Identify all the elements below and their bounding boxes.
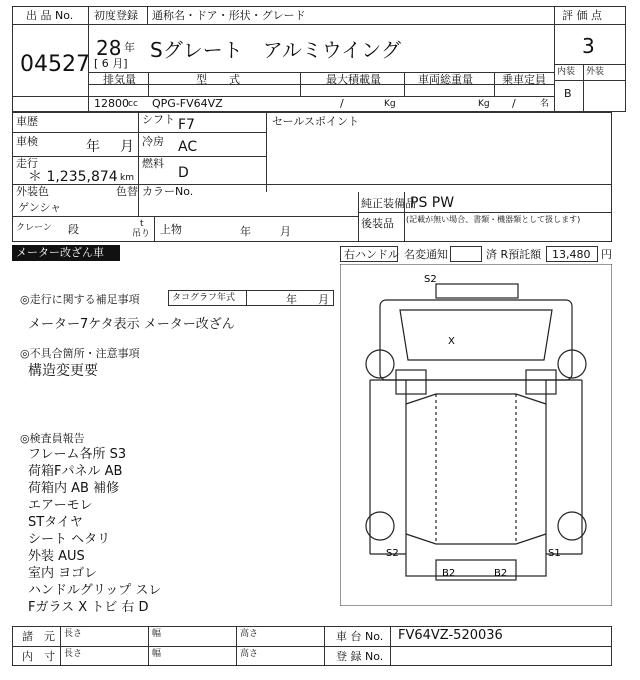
chassis-number: FV64VZ-520036	[398, 628, 503, 643]
sales-point-label: セールスポイント	[272, 115, 360, 128]
color-label: 外装色	[16, 185, 49, 198]
lot-label: 出 品 No.	[26, 9, 74, 22]
crane-steps: 段	[68, 223, 79, 236]
mark-front-s2: S2	[424, 274, 437, 285]
capacity-value: /	[512, 97, 516, 110]
interior-length-label: 長さ	[64, 649, 83, 659]
recycle-amount: 13,480	[552, 248, 591, 261]
displacement: 12800	[94, 97, 129, 110]
fuel-label: 燃料	[142, 157, 164, 170]
capacity-unit: 名	[540, 99, 550, 109]
history-label: 車歴	[16, 115, 38, 128]
equipment-value: PS PW	[410, 195, 455, 211]
dims-label: 諸 元	[22, 630, 55, 643]
inspector-line: フレーム各所 S3	[28, 447, 127, 462]
driving-notes-header: ◎走行に関する補足事項	[20, 293, 140, 306]
defects-note: 構造変更要	[28, 363, 98, 379]
color-code-label: カラーNo.	[142, 185, 194, 198]
inspector-line: エアーモレ	[28, 498, 93, 513]
mileage-label: 走行	[16, 157, 38, 170]
registration-label: 登 録 No.	[336, 650, 384, 663]
exterior-grade-label: 外装	[586, 67, 605, 77]
truck-diagram	[340, 264, 612, 606]
model-code: QPG-FV64VZ	[152, 97, 223, 110]
dims-width-label: 幅	[152, 629, 162, 639]
interior-dims-label: 内 寸	[22, 650, 55, 663]
interior-grade-label: 内装	[557, 67, 576, 77]
inspection-year: 年	[86, 139, 100, 155]
gross-weight-label: 車両総重量	[418, 73, 473, 86]
tachograph-month: 月	[318, 293, 329, 306]
model-name: Sグレート アルミウイング	[150, 38, 401, 62]
recycle-unit: 円	[601, 248, 612, 261]
inspector-line: ハンドルグリップ スレ	[28, 583, 162, 598]
upper-year: 年	[240, 225, 251, 238]
mark-windshield-x: X	[448, 336, 455, 347]
crane-tons: t	[140, 219, 144, 229]
chassis-label: 車 台 No.	[336, 630, 384, 643]
mileage: ＊ 1,235,874	[28, 169, 118, 185]
displacement-label: 排気量	[103, 73, 136, 86]
defects-header: ◎不具合箇所・注意事項	[20, 347, 140, 360]
reg-year-unit: 年	[124, 41, 135, 54]
ac-label: 冷房	[142, 135, 164, 148]
lot-number: 04527	[20, 52, 90, 77]
inspector-line: STタイヤ	[28, 515, 83, 530]
upper-month: 月	[280, 225, 291, 238]
interior-height-label: 高さ	[240, 649, 259, 659]
steering-side: 右ハンドル	[344, 248, 399, 261]
inspector-line: 荷箱内 AB 補修	[28, 481, 120, 496]
gross-weight-unit: Kg	[478, 99, 490, 109]
meter-tampered-banner: メーター改ざん車	[12, 245, 120, 261]
interior-width-label: 幅	[152, 649, 162, 659]
capacity-label: 乗車定員	[502, 73, 546, 86]
crane-suspend: 吊り	[132, 229, 151, 239]
grade-label: 評 価 点	[562, 9, 602, 22]
shift-label: シフト	[142, 113, 175, 126]
first-reg-label: 初度登録	[94, 9, 138, 22]
mark-rear-b2-right: B2	[494, 568, 508, 579]
diagram-frame	[340, 264, 612, 606]
max-load-unit: Kg	[384, 99, 396, 109]
mark-rear-left-s2: S2	[386, 548, 399, 559]
dims-height-label: 高さ	[240, 629, 259, 639]
tachograph-year: 年	[286, 293, 297, 306]
reg-year: 28	[96, 36, 122, 60]
mark-rear-right-s1: S1	[548, 548, 561, 559]
name-change-box	[450, 246, 482, 262]
driving-note: メーター7ケタ表示 メーター改ざん	[28, 317, 235, 332]
reg-month: [ 6 月]	[94, 57, 128, 70]
fuel-value: D	[178, 165, 189, 181]
mark-rear-b2-left: B2	[442, 568, 456, 579]
aftermarket-label: 後装品	[361, 217, 394, 230]
inspection-label: 車検	[16, 135, 38, 148]
dims-length-label: 長さ	[64, 629, 83, 639]
inspector-line: 荷箱Fパネル AB	[28, 464, 123, 479]
upper-label: 上物	[160, 223, 182, 236]
inspector-line: 室内 ヨゴレ	[28, 566, 98, 581]
inspector-line: シート ヘタリ	[28, 532, 111, 547]
max-load-label: 最大積載量	[326, 73, 381, 86]
color-value: ゲンシャ	[18, 201, 62, 214]
crane-label: クレーン	[16, 223, 52, 233]
max-load-value: /	[340, 97, 344, 110]
vehicle-name-label: 通称名・ドア・形状・グレード	[152, 9, 306, 22]
color-change-label: 色替	[116, 185, 138, 198]
inspector-line: Fガラス X トビ 右 D	[28, 600, 149, 615]
mileage-unit: km	[120, 173, 134, 183]
name-change-label: 名変通知	[404, 248, 448, 261]
inspector-header: ◎検査員報告	[20, 432, 85, 445]
recycle-label: 済 R預託額	[486, 248, 542, 261]
inspector-line: 外装 AUS	[28, 549, 85, 564]
interior-grade: B	[564, 87, 572, 100]
inspection-month: 月	[120, 139, 134, 155]
tachograph-label: タコグラフ年式	[172, 293, 236, 303]
displacement-unit: cc	[128, 99, 138, 109]
ac-value: AC	[178, 139, 198, 155]
shift-value: F7	[178, 117, 195, 133]
equip-label: 純正装備品	[361, 197, 416, 210]
overall-grade: 3	[582, 34, 595, 58]
aftermarket-note: (記載が無い場合、書類・機器類として扱します)	[406, 215, 581, 224]
model-label: 型 式	[196, 73, 240, 86]
